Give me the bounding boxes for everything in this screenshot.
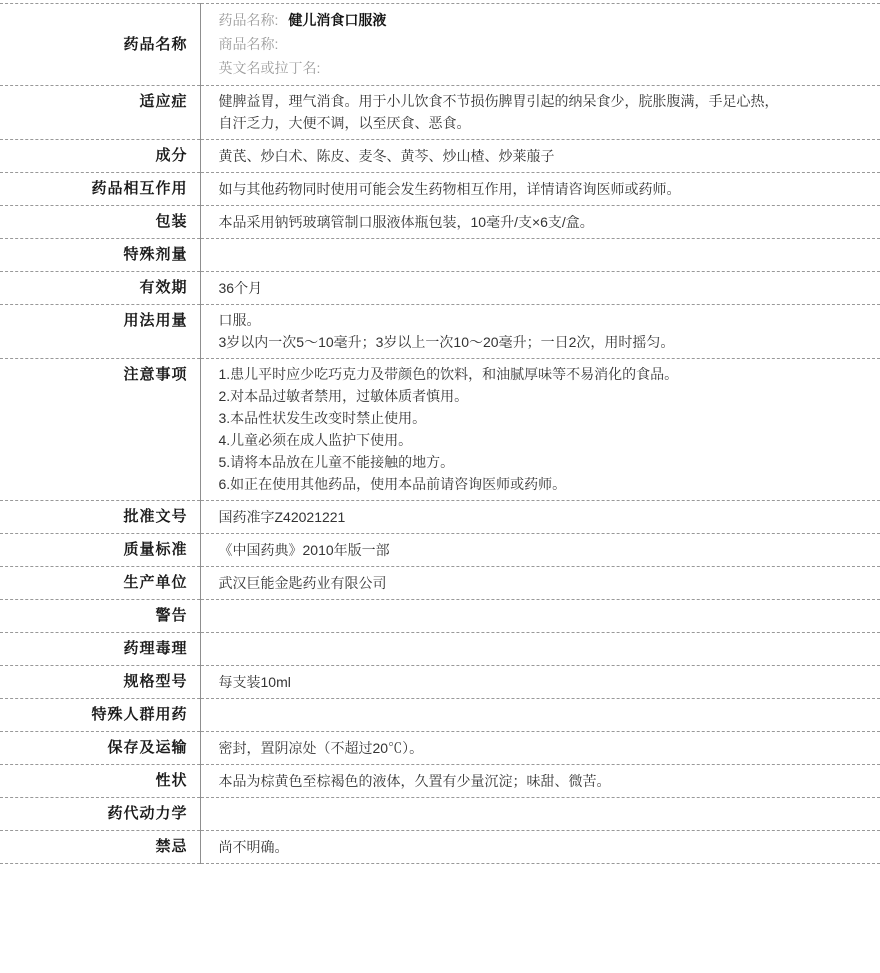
table-row-pharmacokinetics	[0, 798, 880, 831]
row-content	[200, 534, 880, 567]
table-row-shelf-life	[0, 272, 880, 305]
table-row-manufacturer	[0, 567, 880, 600]
table-row-interactions	[0, 173, 880, 206]
field-value-line: 密封，置阴凉处（不超过20℃）。	[218, 739, 424, 756]
row-label: 注意事项	[0, 359, 200, 501]
table-row-indications	[0, 86, 880, 140]
table-row-ingredients	[0, 140, 880, 173]
table-row-packaging	[0, 206, 880, 239]
row-content	[200, 501, 880, 534]
field-value-line: 4.儿童必须在成人监护下使用。	[218, 432, 413, 448]
row-content	[200, 831, 880, 864]
field-english-name	[219, 56, 869, 80]
table-row-storage-transport	[0, 732, 880, 765]
table-row-specification	[0, 666, 880, 699]
field-value-line: 如与其他药物同时使用可能会发生药物相互作用，详情请咨询医师或药师。	[218, 180, 681, 197]
row-label: 成分	[0, 140, 200, 173]
field-trade-name	[219, 32, 869, 56]
table-row-drug-name	[0, 4, 880, 86]
field-value-line: 尚不明确。	[218, 838, 289, 855]
field-value-line: 自汗乏力，大便不调，以至厌食、恶食。	[218, 115, 471, 131]
table-row-approval-number	[0, 501, 880, 534]
row-label: 保存及运输	[0, 732, 200, 765]
row-content	[200, 699, 880, 732]
row-label: 药品相互作用	[0, 173, 200, 206]
row-content	[200, 305, 880, 359]
field-value-line: 每支装10ml	[218, 673, 291, 690]
row-label: 药品名称	[0, 4, 200, 86]
row-content	[200, 567, 880, 600]
field-key: 商品名称:	[218, 36, 279, 52]
row-content	[200, 4, 880, 86]
field-value-line: 《中国药典》2010年版一部	[218, 541, 390, 558]
field-value-line: 本品为棕黄色至棕褐色的液体，久置有少量沉淀；味甜、微苦。	[218, 772, 611, 789]
field-value-line: 3.本品性状发生改变时禁止使用。	[218, 410, 427, 426]
table-row-precautions	[0, 359, 880, 501]
row-content	[200, 633, 880, 666]
field-value-line: 健脾益胃，理气消食。用于小儿饮食不节损伤脾胃引起的纳呆食少，脘胀腹满，手足心热，	[218, 93, 779, 109]
table-row-warning	[0, 600, 880, 633]
row-content	[200, 173, 880, 206]
row-content	[200, 732, 880, 765]
field-value-line: 口服。	[218, 312, 261, 328]
row-label: 特殊人群用药	[0, 699, 200, 732]
row-label: 性状	[0, 765, 200, 798]
row-content	[200, 239, 880, 272]
field-value-line: 黄芪、炒白术、陈皮、麦冬、黄芩、炒山楂、炒莱菔子	[218, 147, 555, 164]
row-label: 批准文号	[0, 501, 200, 534]
row-label: 禁忌	[0, 831, 200, 864]
drug-info-table	[0, 3, 880, 864]
row-label: 包装	[0, 206, 200, 239]
field-value-line: 36个月	[218, 279, 263, 296]
row-content	[200, 600, 880, 633]
table-row-appearance	[0, 765, 880, 798]
row-label: 药理毒理	[0, 633, 200, 666]
row-label: 用法用量	[0, 305, 200, 359]
row-label: 质量标准	[0, 534, 200, 567]
field-value-line: 3岁以内一次5～10毫升；3岁以上一次10～20毫升；一日2次，用时摇匀。	[218, 334, 675, 350]
table-row-pharmacology-toxicology	[0, 633, 880, 666]
field-value-line: 5.请将本品放在儿童不能接触的地方。	[218, 454, 455, 470]
table-row-dosage	[0, 305, 880, 359]
row-content	[200, 140, 880, 173]
row-label: 规格型号	[0, 666, 200, 699]
table-row-special-populations	[0, 699, 880, 732]
row-label: 药代动力学	[0, 798, 200, 831]
row-label: 特殊剂量	[0, 239, 200, 272]
field-value-line: 1.患儿平时应少吃巧克力及带颜色的饮料，和油腻厚味等不易消化的食品。	[218, 366, 679, 382]
field-key: 英文名或拉丁名:	[218, 60, 321, 76]
row-content	[200, 765, 880, 798]
row-content	[200, 86, 880, 140]
row-content	[200, 272, 880, 305]
table-row-special-dosage	[0, 239, 880, 272]
row-label: 有效期	[0, 272, 200, 305]
row-content	[200, 798, 880, 831]
field-key: 药品名称:	[218, 12, 279, 28]
table-row-quality-standard	[0, 534, 880, 567]
row-label: 适应症	[0, 86, 200, 140]
drug-name-value: 健儿消食口服液	[288, 12, 387, 28]
field-value-line: 国药准字Z42021221	[218, 508, 346, 525]
field-value-line: 武汉巨能金匙药业有限公司	[218, 574, 387, 591]
field-value-line: 本品采用钠钙玻璃管制口服液体瓶包装，10毫升/支×6支/盒。	[218, 213, 594, 230]
table-row-contraindications	[0, 831, 880, 864]
row-content	[200, 359, 880, 501]
row-label: 警告	[0, 600, 200, 633]
row-label: 生产单位	[0, 567, 200, 600]
field-drug-name	[219, 8, 869, 32]
row-content	[200, 206, 880, 239]
row-content	[200, 666, 880, 699]
field-value-line: 2.对本品过敏者禁用，过敏体质者慎用。	[218, 388, 469, 404]
field-value-line: 6.如正在使用其他药品，使用本品前请咨询医师或药师。	[218, 476, 567, 492]
